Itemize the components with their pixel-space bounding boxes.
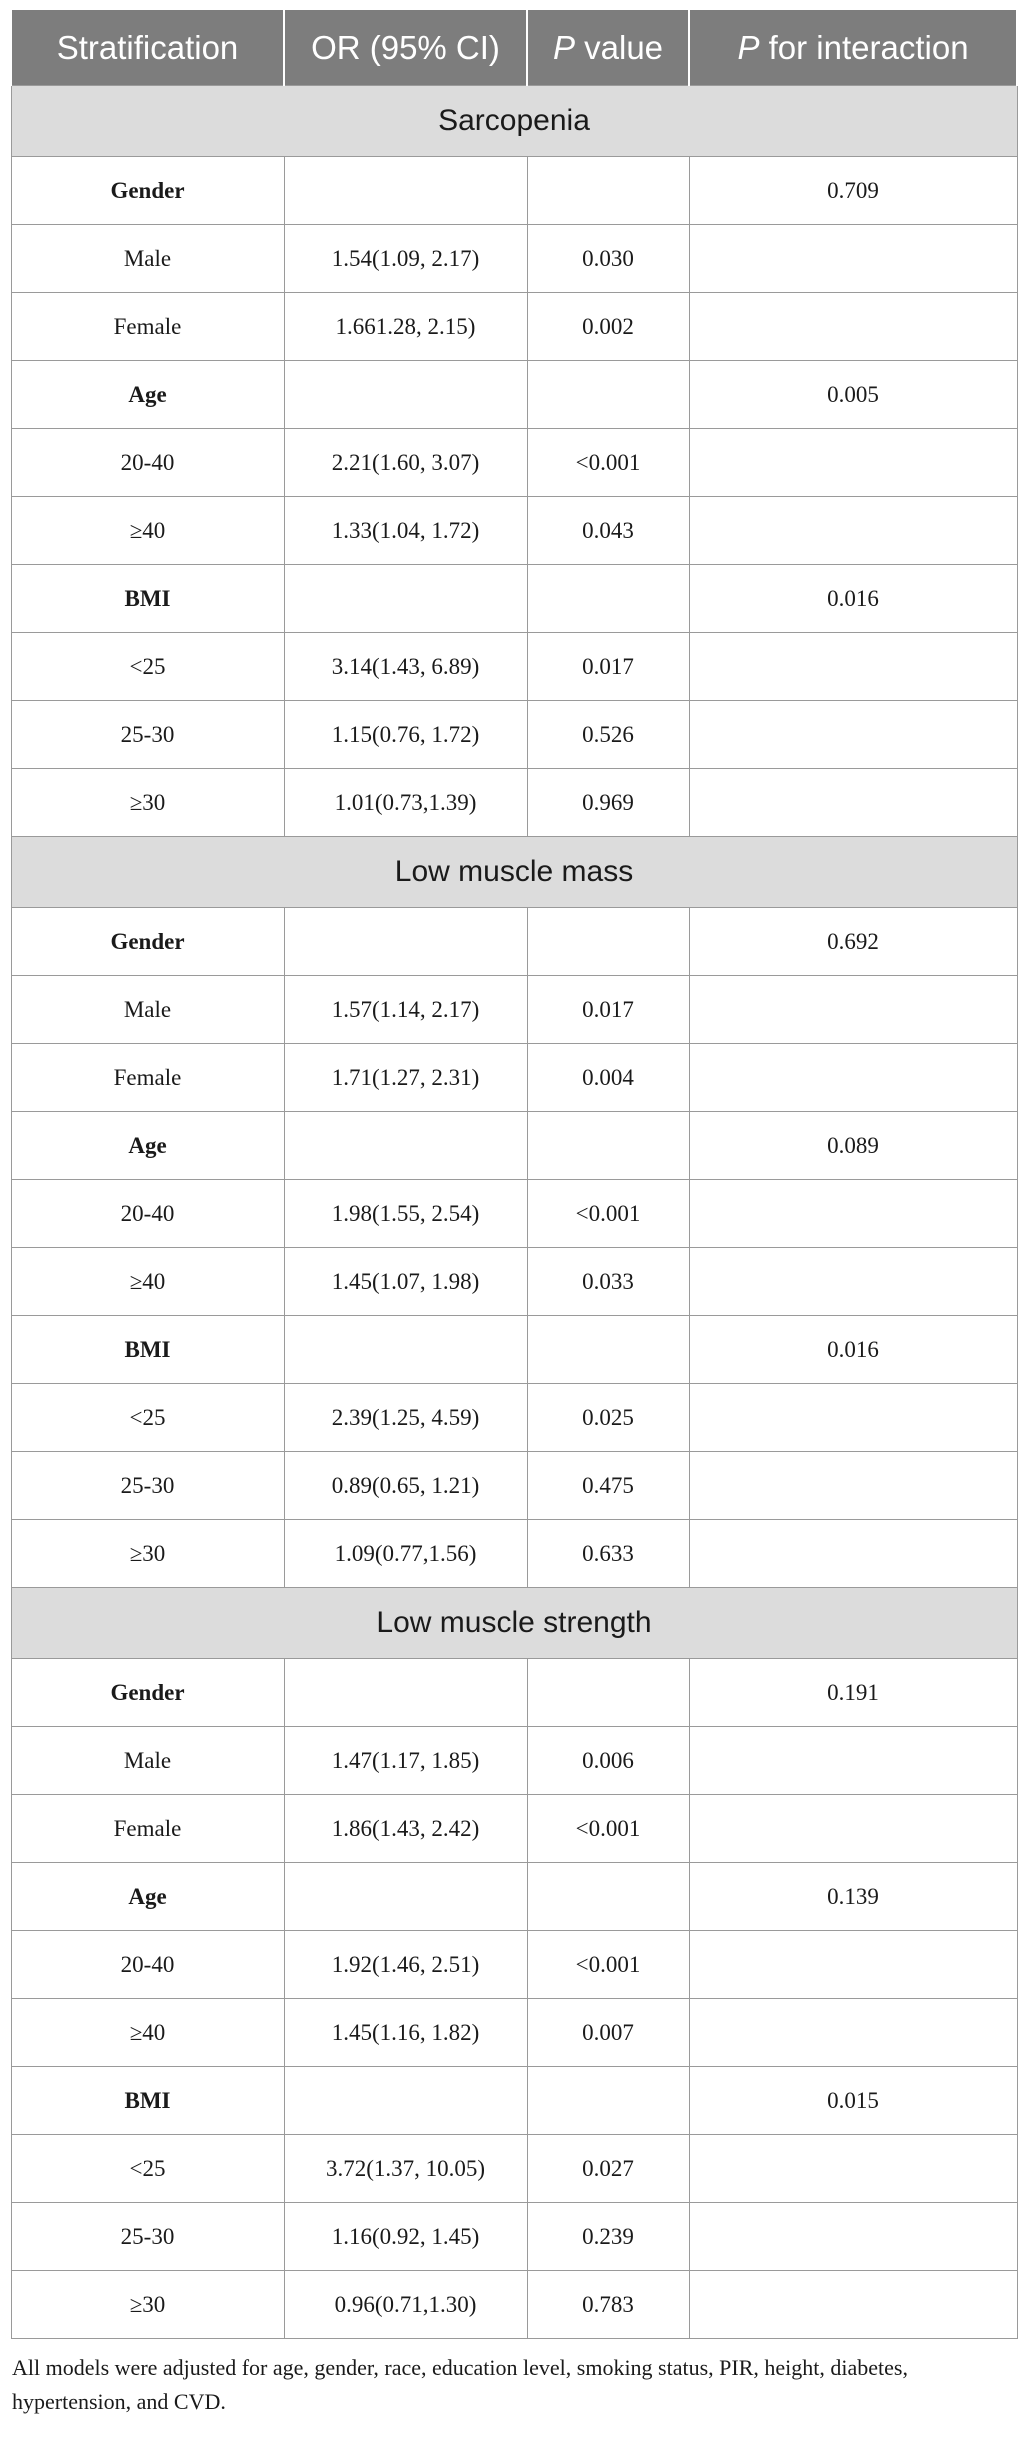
or-ci-cell — [284, 565, 527, 633]
table-row — [11, 769, 1017, 837]
or-ci-cell: 1.09(0.77,1.56) — [284, 1520, 527, 1588]
table-row — [11, 908, 1017, 976]
table-row — [11, 1795, 1017, 1863]
or-ci-cell: 1.86(1.43, 2.42) — [284, 1795, 527, 1863]
table-row — [11, 2271, 1017, 2339]
p-value-cell: 0.043 — [527, 497, 689, 565]
p-value-cell: <0.001 — [527, 1180, 689, 1248]
p-value-cell: 0.002 — [527, 293, 689, 361]
table-row — [11, 1659, 1017, 1727]
stratified-results-table — [10, 8, 1018, 2339]
stratification-cell: Age — [11, 1863, 284, 1931]
p-interaction-cell — [689, 769, 1017, 837]
or-ci-cell — [284, 2067, 527, 2135]
stratification-cell: BMI — [11, 2067, 284, 2135]
or-ci-cell: 1.98(1.55, 2.54) — [284, 1180, 527, 1248]
p-interaction-cell — [689, 1520, 1017, 1588]
p-value-cell: <0.001 — [527, 1795, 689, 1863]
p-interaction-cell — [689, 976, 1017, 1044]
or-ci-cell: 1.15(0.76, 1.72) — [284, 701, 527, 769]
p-value-cell — [527, 1316, 689, 1384]
section-header-row — [11, 837, 1017, 908]
stratification-cell: Gender — [11, 157, 284, 225]
p-interaction-cell — [689, 1452, 1017, 1520]
or-ci-cell: 0.96(0.71,1.30) — [284, 2271, 527, 2339]
p-interaction-cell: 0.016 — [689, 1316, 1017, 1384]
stratification-cell: ≥40 — [11, 497, 284, 565]
table-row — [11, 1999, 1017, 2067]
stratification-cell: BMI — [11, 565, 284, 633]
table-container — [10, 8, 1016, 2419]
table-row — [11, 429, 1017, 497]
table-body — [11, 86, 1017, 2339]
p-value-cell: 0.017 — [527, 633, 689, 701]
stratification-cell: Female — [11, 1044, 284, 1112]
stratification-cell: Gender — [11, 908, 284, 976]
p-value-cell: <0.001 — [527, 1931, 689, 1999]
table-row — [11, 361, 1017, 429]
header-p-value — [527, 9, 689, 86]
table-row — [11, 2203, 1017, 2271]
p-interaction-cell — [689, 2203, 1017, 2271]
section-title: Sarcopenia — [11, 86, 1017, 157]
table-row — [11, 1520, 1017, 1588]
table-footnote: All models were adjusted for age, gender, race, education level, smoking status, PIR, height, diabetes, hypertension, and CVD. — [12, 2355, 908, 2414]
header-p-interaction-rest: for interaction — [759, 28, 969, 66]
p-interaction-cell — [689, 1044, 1017, 1112]
table-row — [11, 565, 1017, 633]
p-interaction-cell — [689, 2271, 1017, 2339]
or-ci-cell: 1.47(1.17, 1.85) — [284, 1727, 527, 1795]
p-value-cell — [527, 1863, 689, 1931]
stratification-cell: ≥30 — [11, 769, 284, 837]
section-title: Low muscle strength — [11, 1588, 1017, 1659]
table-row — [11, 2135, 1017, 2203]
or-ci-cell: 3.72(1.37, 10.05) — [284, 2135, 527, 2203]
p-interaction-cell — [689, 1931, 1017, 1999]
or-ci-cell: 3.14(1.43, 6.89) — [284, 633, 527, 701]
table-row — [11, 1316, 1017, 1384]
p-interaction-cell — [689, 1180, 1017, 1248]
or-ci-cell — [284, 908, 527, 976]
header-p-italic: P — [552, 28, 575, 66]
p-value-cell: 0.017 — [527, 976, 689, 1044]
stratification-cell: <25 — [11, 1384, 284, 1452]
p-value-cell: 0.025 — [527, 1384, 689, 1452]
stratification-cell: 25-30 — [11, 2203, 284, 2271]
table-row — [11, 157, 1017, 225]
or-ci-cell: 1.45(1.16, 1.82) — [284, 1999, 527, 2067]
p-value-cell: 0.027 — [527, 2135, 689, 2203]
p-value-cell: 0.007 — [527, 1999, 689, 2067]
table-row — [11, 1248, 1017, 1316]
p-interaction-cell: 0.089 — [689, 1112, 1017, 1180]
p-interaction-cell — [689, 2135, 1017, 2203]
stratification-cell: Male — [11, 1727, 284, 1795]
p-value-cell — [527, 908, 689, 976]
header-stratification: Stratification — [11, 9, 284, 86]
p-interaction-cell — [689, 1999, 1017, 2067]
or-ci-cell: 1.54(1.09, 2.17) — [284, 225, 527, 293]
p-interaction-cell: 0.191 — [689, 1659, 1017, 1727]
stratification-cell: ≥30 — [11, 2271, 284, 2339]
table-row — [11, 1863, 1017, 1931]
stratification-cell: Gender — [11, 1659, 284, 1727]
section-header-row — [11, 1588, 1017, 1659]
p-interaction-cell: 0.139 — [689, 1863, 1017, 1931]
header-row — [11, 9, 1017, 86]
p-interaction-cell — [689, 1384, 1017, 1452]
p-value-cell: 0.030 — [527, 225, 689, 293]
stratification-cell: BMI — [11, 1316, 284, 1384]
p-interaction-cell: 0.015 — [689, 2067, 1017, 2135]
p-interaction-cell — [689, 701, 1017, 769]
stratification-cell: 20-40 — [11, 1931, 284, 1999]
stratification-cell: <25 — [11, 2135, 284, 2203]
or-ci-cell: 1.45(1.07, 1.98) — [284, 1248, 527, 1316]
p-value-cell — [527, 157, 689, 225]
p-value-cell: 0.239 — [527, 2203, 689, 2271]
stratification-cell: Age — [11, 361, 284, 429]
stratification-cell: ≥40 — [11, 1248, 284, 1316]
p-value-cell — [527, 361, 689, 429]
stratification-cell: Male — [11, 225, 284, 293]
stratification-cell: 20-40 — [11, 429, 284, 497]
p-value-cell — [527, 1112, 689, 1180]
header-p-int-italic: P — [737, 28, 760, 66]
table-row — [11, 633, 1017, 701]
table-row — [11, 293, 1017, 361]
or-ci-cell: 1.92(1.46, 2.51) — [284, 1931, 527, 1999]
or-ci-cell — [284, 1659, 527, 1727]
or-ci-cell — [284, 1863, 527, 1931]
section-header-row — [11, 86, 1017, 157]
p-value-cell: 0.783 — [527, 2271, 689, 2339]
p-interaction-cell: 0.692 — [689, 908, 1017, 976]
table-row — [11, 1180, 1017, 1248]
table-row — [11, 1452, 1017, 1520]
p-value-cell: 0.526 — [527, 701, 689, 769]
p-interaction-cell — [689, 429, 1017, 497]
table-row — [11, 976, 1017, 1044]
p-interaction-cell: 0.709 — [689, 157, 1017, 225]
or-ci-cell: 2.21(1.60, 3.07) — [284, 429, 527, 497]
header-p-interaction — [689, 9, 1017, 86]
p-interaction-cell — [689, 225, 1017, 293]
stratification-cell: ≥40 — [11, 1999, 284, 2067]
stratification-cell: Female — [11, 1795, 284, 1863]
stratification-cell: 25-30 — [11, 1452, 284, 1520]
p-value-cell: 0.969 — [527, 769, 689, 837]
or-ci-cell: 1.16(0.92, 1.45) — [284, 2203, 527, 2271]
table-row — [11, 1931, 1017, 1999]
stratification-cell: ≥30 — [11, 1520, 284, 1588]
stratification-cell: 20-40 — [11, 1180, 284, 1248]
table-row — [11, 497, 1017, 565]
table-row — [11, 1384, 1017, 1452]
stratification-cell: Female — [11, 293, 284, 361]
table-row — [11, 1044, 1017, 1112]
p-interaction-cell — [689, 633, 1017, 701]
or-ci-cell — [284, 1112, 527, 1180]
table-row — [11, 1727, 1017, 1795]
or-ci-cell: 1.01(0.73,1.39) — [284, 769, 527, 837]
header-p-value-rest: value — [574, 28, 664, 66]
p-value-cell — [527, 2067, 689, 2135]
table-row — [11, 1112, 1017, 1180]
or-ci-cell: 1.33(1.04, 1.72) — [284, 497, 527, 565]
p-interaction-cell — [689, 1248, 1017, 1316]
or-ci-cell — [284, 361, 527, 429]
header-or-ci: OR (95% CI) — [284, 9, 527, 86]
table-row — [11, 701, 1017, 769]
table-row — [11, 225, 1017, 293]
p-interaction-cell: 0.016 — [689, 565, 1017, 633]
or-ci-cell — [284, 157, 527, 225]
p-interaction-cell — [689, 497, 1017, 565]
p-value-cell: <0.001 — [527, 429, 689, 497]
p-interaction-cell — [689, 1795, 1017, 1863]
p-value-cell: 0.033 — [527, 1248, 689, 1316]
p-interaction-cell — [689, 1727, 1017, 1795]
p-interaction-cell: 0.005 — [689, 361, 1017, 429]
p-value-cell: 0.475 — [527, 1452, 689, 1520]
stratification-cell: 25-30 — [11, 701, 284, 769]
stratification-cell: <25 — [11, 633, 284, 701]
section-title: Low muscle mass — [11, 837, 1017, 908]
or-ci-cell: 1.57(1.14, 2.17) — [284, 976, 527, 1044]
stratification-cell: Male — [11, 976, 284, 1044]
table-row — [11, 2067, 1017, 2135]
p-value-cell — [527, 565, 689, 633]
or-ci-cell: 2.39(1.25, 4.59) — [284, 1384, 527, 1452]
stratification-cell: Age — [11, 1112, 284, 1180]
p-value-cell — [527, 1659, 689, 1727]
p-value-cell: 0.633 — [527, 1520, 689, 1588]
or-ci-cell: 1.661.28, 2.15) — [284, 293, 527, 361]
or-ci-cell: 0.89(0.65, 1.21) — [284, 1452, 527, 1520]
p-value-cell: 0.006 — [527, 1727, 689, 1795]
or-ci-cell: 1.71(1.27, 2.31) — [284, 1044, 527, 1112]
p-value-cell: 0.004 — [527, 1044, 689, 1112]
or-ci-cell — [284, 1316, 527, 1384]
p-interaction-cell — [689, 293, 1017, 361]
